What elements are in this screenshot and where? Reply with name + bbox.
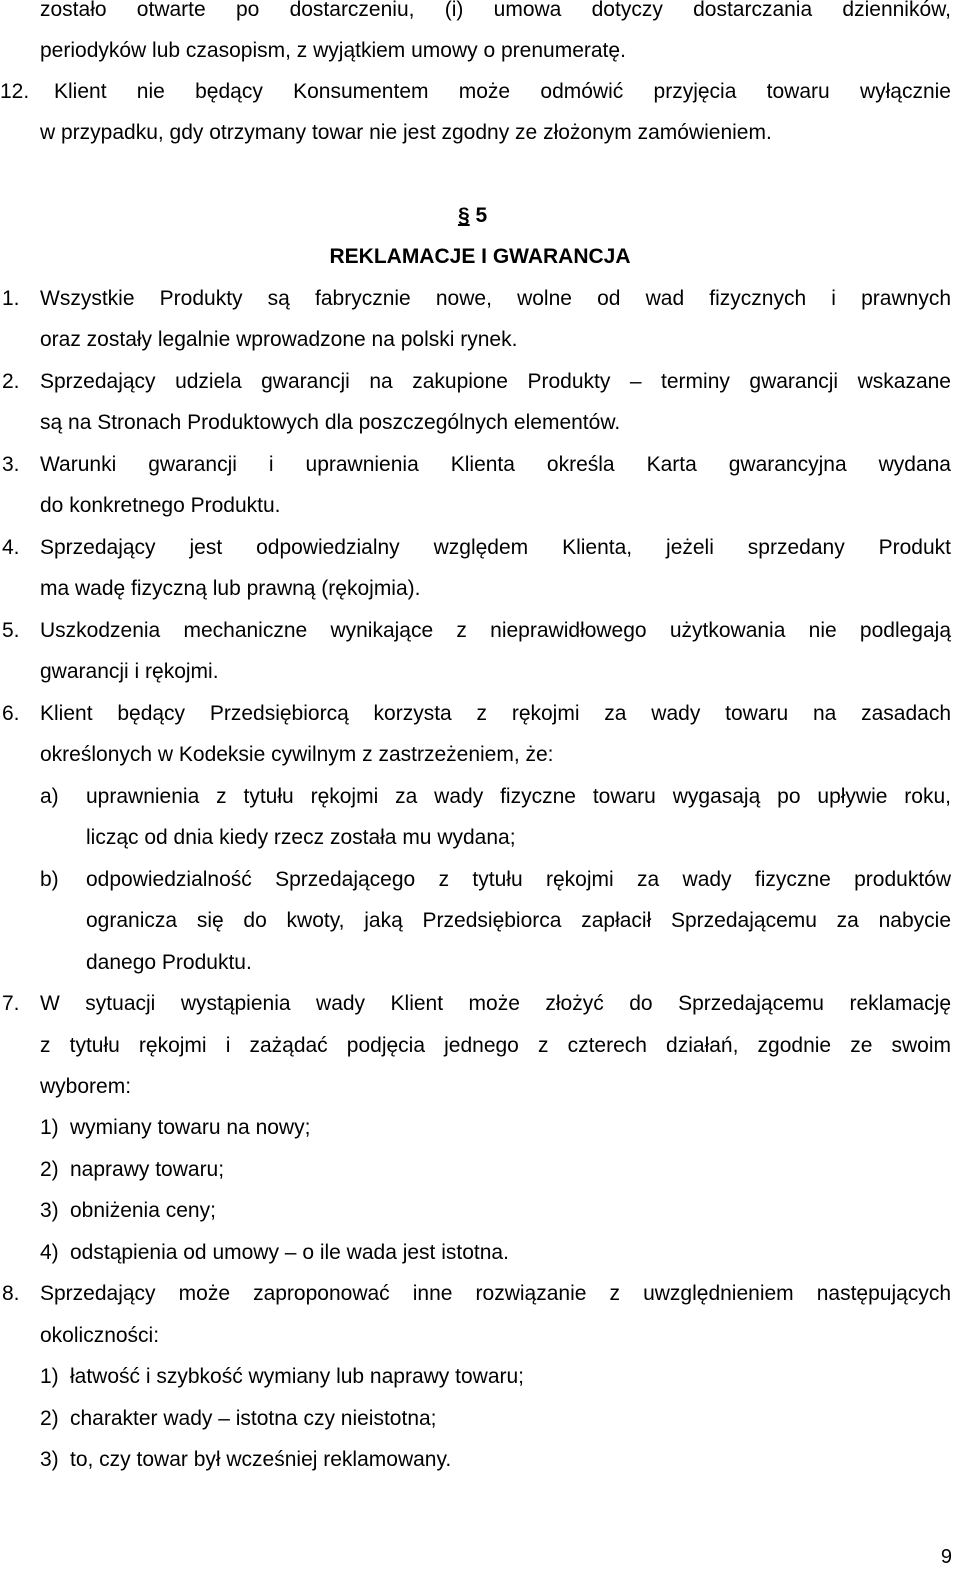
item-8-number: 8. [2, 1282, 20, 1305]
section-symbol: § [458, 204, 470, 227]
item-8-option-1-text: łatwość i szybkość wymiany lub naprawy towaru; [70, 1365, 525, 1388]
item-4-number: 4. [2, 536, 20, 559]
item-6b-line-1: odpowiedzialność Sprzedającego z tytułu rękojmi za wady fizyczne produktów [86, 868, 951, 891]
intro-line-1: zostało otwarte po dostarczeniu, (i) umowa dotyczy dostarczania dzienników, [40, 0, 951, 21]
item-7-option-1-number: 1) [40, 1116, 59, 1139]
item-1-line-1: Wszystkie Produkty są fabrycznie nowe, wolne od wad fizycznych i prawnych [40, 287, 951, 310]
section-title: REKLAMACJE I GWARANCJA [329, 245, 631, 268]
item-7-option-3-text: obniżenia ceny; [70, 1199, 216, 1222]
item-6-number: 6. [2, 702, 20, 725]
page-number: 9 [940, 1546, 952, 1568]
item-1-line-2: oraz zostały legalnie wprowadzone na polski rynek. [40, 328, 518, 351]
item-5-number: 5. [2, 619, 20, 642]
item-7-line-3: wyborem: [40, 1075, 132, 1098]
item-7-option-4-number: 4) [40, 1241, 59, 1264]
item-4-line-1: Sprzedający jest odpowiedzialny względem Klienta, jeżeli sprzedany Produkt [40, 536, 951, 559]
section-number-value: 5 [475, 204, 488, 227]
item-6-line-1: Klient będący Przedsiębiorcą korzysta z rękojmi za wady towaru na zasadach [40, 702, 951, 725]
item-8-option-2-text: charakter wady – istotna czy nieistotna; [70, 1407, 437, 1430]
item-6b-letter: b) [40, 868, 59, 891]
item-8-option-3-text: to, czy towar był wcześniej reklamowany. [70, 1448, 452, 1471]
item-5-line-1: Uszkodzenia mechaniczne wynikające z nieprawidłowego użytkowania nie podlegają [40, 619, 951, 642]
item-6a-line-2: licząc od dnia kiedy rzecz została mu wydana; [86, 826, 516, 849]
item-4-line-2: ma wadę fizyczną lub prawną (rękojmia). [40, 577, 421, 600]
item-7-option-1-text: wymiany towaru na nowy; [70, 1116, 311, 1139]
item-8-line-1: Sprzedający może zaproponować inne rozwiązanie z uwzględnieniem następujących [40, 1282, 951, 1305]
item-6b-line-2: ogranicza się do kwoty, jaką Przedsiębiorca zapłacił Sprzedającemu za nabycie [86, 909, 951, 932]
item-12-line-2: w przypadku, gdy otrzymany towar nie jest zgodny ze złożonym zamówieniem. [40, 121, 772, 144]
item-2-line-1: Sprzedający udziela gwarancji na zakupione Produkty – terminy gwarancji wskazane [40, 370, 951, 393]
item-3-number: 3. [2, 453, 20, 476]
item-8-option-2-number: 2) [40, 1407, 59, 1430]
item-2-line-2: są na Stronach Produktowych dla poszczególnych elementów. [40, 411, 621, 434]
item-8-option-3-number: 3) [40, 1448, 59, 1471]
item-3-line-2: do konkretnego Produktu. [40, 494, 281, 517]
item-5-line-2: gwarancji i rękojmi. [40, 660, 219, 683]
item-6a-letter: a) [40, 785, 59, 808]
item-6a-line-1: uprawnienia z tytułu rękojmi za wady fizyczne towaru wygasają po upływie roku, [86, 785, 951, 808]
item-1-number: 1. [2, 287, 20, 310]
item-7-line-1: W sytuacji wystąpienia wady Klient może złożyć do Sprzedającemu reklamację [40, 992, 951, 1015]
item-12-line-1: Klient nie będący Konsumentem może odmówić przyjęcia towaru wyłącznie [54, 80, 951, 103]
item-7-option-2-text: naprawy towaru; [70, 1158, 225, 1181]
item-8-option-1-number: 1) [40, 1365, 59, 1388]
item-12-number: 12. [0, 80, 30, 103]
item-7-option-2-number: 2) [40, 1158, 59, 1181]
item-7-number: 7. [2, 992, 20, 1015]
item-6-line-2: określonych w Kodeksie cywilnym z zastrzeżeniem, że: [40, 743, 554, 766]
item-7-option-3-number: 3) [40, 1199, 59, 1222]
item-3-line-1: Warunki gwarancji i uprawnienia Klienta określa Karta gwarancyjna wydana [40, 453, 951, 476]
item-2-number: 2. [2, 370, 20, 393]
section-number [458, 201, 487, 231]
item-6b-line-3: danego Produktu. [86, 951, 252, 974]
item-7-option-4-text: odstąpienia od umowy – o ile wada jest istotna. [70, 1241, 509, 1264]
item-8-line-2: okoliczności: [40, 1324, 160, 1347]
item-7-line-2: z tytułu rękojmi i zażądać podjęcia jednego z czterech działań, zgodnie ze swoim [40, 1034, 951, 1057]
intro-line-2: periodyków lub czasopism, z wyjątkiem umowy o prenumeratę. [40, 39, 626, 62]
